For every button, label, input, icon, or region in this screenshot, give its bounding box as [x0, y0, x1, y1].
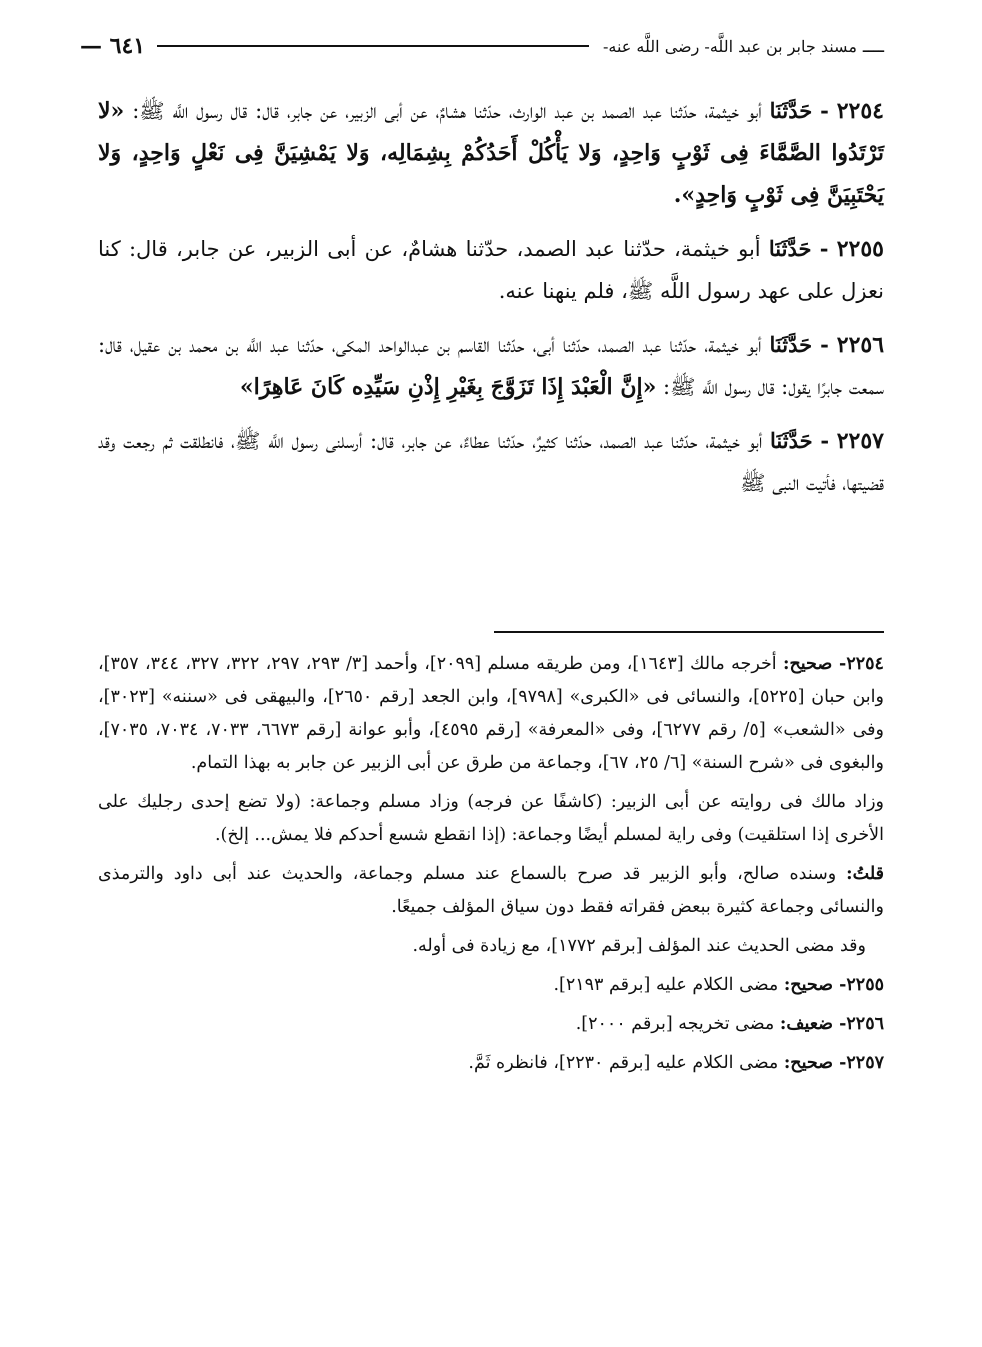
footnote-qultu-label: قلتُ:: [846, 864, 884, 884]
hadith-2255: [98, 228, 884, 312]
header-rule: [157, 45, 589, 47]
footnote-2256: [98, 1008, 884, 1041]
footnote-grade: ٢٢٥٥- صحيح:: [783, 975, 884, 995]
footnote-text: وقد مضى الحديث عند المؤلف [برقم ١٧٧٢]، مع زيادة فى أوله.: [412, 936, 866, 956]
hadith-matn: «إِنَّ الْعَبْدَ إِذَا تَزَوَّجَ بِغَيْرِ إِذْنِ سَيِّدِه كَانَ عَاهِرًا»: [239, 374, 657, 400]
hadith-matn: «لا تَرْتَدُوا الصَّمَّاءَ فِى ثَوْبٍ وَاحِدٍ، وَلا يَأْكُلْ أَحَدُكُمْ بِشِمَالِه، وَلا يَمْشِيَنَّ فِى نَعْلٍ وَاحِدٍ، وَلا يَحْتَبِيَنَّ فِى ثَوْبٍ وَاحِدٍ».: [98, 98, 884, 208]
footnote-text: مضى الكلام عليه [برقم ٢٢٣٠]، فانظره ثَمَّ.: [468, 1053, 779, 1073]
footnote-grade: ٢٢٥٤- صحيح:: [783, 654, 884, 674]
page-number: ٦٤١ —: [80, 33, 146, 59]
hadith-number: ٢٢٥٥: [836, 236, 884, 262]
hadith-separator: -: [820, 428, 830, 453]
footnotes: [98, 648, 884, 1086]
hadith-isnad: أبو خيثمة، حدّثنا عبد الصمد، حدّثنا كثيرٌ، حدّثنا عطاءٌ، عن جابر، قال: أرسلنى رسول اللَّه ﷺ، فانطلقت ثم رجعت وقد قضيتها، فأتيت النبى ﷺ: [98, 429, 884, 495]
hadith-isnad: أبو خيثمة، حدّثنا عبد الصمد، حدّثنا أبى، حدّثنا القاسم بن عبدالواحد المكى، حدّثنا عبد اللَّه بن محمد بن عقيل، قال: سمعت جابرًا يقول: قال رسول اللَّه ﷺ:: [98, 333, 884, 399]
hadith-isnad: أبو خيثمة، حدّثنا عبد الصمد، حدّثنا هشامٌ، عن أبى الزبير، عن جابر، قال: كنا نعزل على عهد رسول اللَّه ﷺ، فلم ينهنا عنه.: [98, 237, 884, 303]
hadith-number: ٢٢٥٦: [836, 332, 885, 358]
header-title: مسند جابر بن عبد اللَّه- رضى اللَّه عنه-: [602, 36, 857, 56]
footnote-previous-mention: [98, 930, 884, 963]
haddathana-word: حَدَّثَنَا: [770, 428, 813, 453]
hadith-separator: -: [819, 236, 829, 261]
main-text: [98, 90, 884, 516]
footnote-additions: [98, 786, 884, 852]
hadith-number: ٢٢٥٤: [836, 98, 884, 124]
header-lead-dash: ــــ: [862, 35, 884, 57]
hadith-separator: -: [820, 98, 829, 123]
running-header: [80, 26, 884, 66]
hadith-isnad: أبو خيثمة، حدّثنا عبد الصمد بن عبد الوارث، حدّثنا هشامٌ، عن أبى الزبير، عن جابر، قال: قال رسول اللَّه ﷺ:: [132, 99, 762, 123]
footnote-grade: ٢٢٥٦- ضعيف:: [779, 1014, 884, 1034]
footnote-text: مضى تخريجه [برقم ٢٠٠٠].: [575, 1014, 775, 1034]
footnote-2254: [98, 648, 884, 780]
footnote-text: أخرجه مالك [١٦٤٣]، ومن طريقه مسلم [٢٠٩٩]، وأحمد [٣/ ٢٩٣، ٢٩٧، ٣٢٢، ٣٢٧، ٣٤٤، ٣٥٧]، وابن حبان [٥٢٢٥]، والنسائى فى «الكبرى» [٩٧٩٨]، وابن الجعد [رقم ٢٦٥٠]، والبيهقى فى «سننه» [٣٠٢٣]، وفى «الشعب» [٥/ رقم ٦٢٧٧]، وفى «المعرفة» [رقم ٤٥٩٥]، وأبو عوانة [رقم ٦٦٧٣، ٧٠٣٣، ٧٠٣٤، ٧٠٣٥]، والبغوى فى «شرح السنة» [٦/ ٢٥، ٦٧]، وجماعة من طرق عن أبى الزبير عن جابر به بهذا التمام.: [98, 654, 884, 773]
haddathana-word: حَدَّثَنَا: [769, 98, 813, 123]
hadith-2257: [98, 420, 884, 504]
hadith-number: ٢٢٥٧: [836, 428, 884, 454]
footnote-2255: [98, 969, 884, 1002]
footnote-grade: ٢٢٥٧- صحيح:: [783, 1053, 884, 1073]
footnote-text: وسنده صالح، وأبو الزبير قد صرح بالسماع عند مسلم وجماعة، والحديث عند أبى داود والترمذى والنسائى وجماعة كثيرة ببعض فقراته فقط دون سياق المؤلف جميعًا.: [98, 864, 884, 917]
hadith-2254: [98, 90, 884, 216]
footnote-text: وزاد مالك فى روايته عن أبى الزبير: (كاشفًا عن فرجه) وزاد مسلم وجماعة: (ولا تضع إحدى رجليك على الأخرى إذا استلقيت) وفى راية لمسلم أيضًا وجماعة: (إذا انقطع شسع أحدكم فلا يمش... إلخ).: [98, 792, 884, 845]
footnote-2257: [98, 1047, 884, 1080]
footnote-text: مضى الكلام عليه [برقم ٢١٩٣].: [553, 975, 779, 995]
hadith-2256: [98, 324, 884, 408]
footnote-qultu: [98, 858, 884, 924]
haddathana-word: حَدَّثَنَا: [769, 332, 813, 357]
haddathana-word: حَدَّثَنَا: [768, 236, 812, 261]
footnote-divider: [494, 631, 884, 633]
hadith-separator: -: [820, 332, 829, 357]
